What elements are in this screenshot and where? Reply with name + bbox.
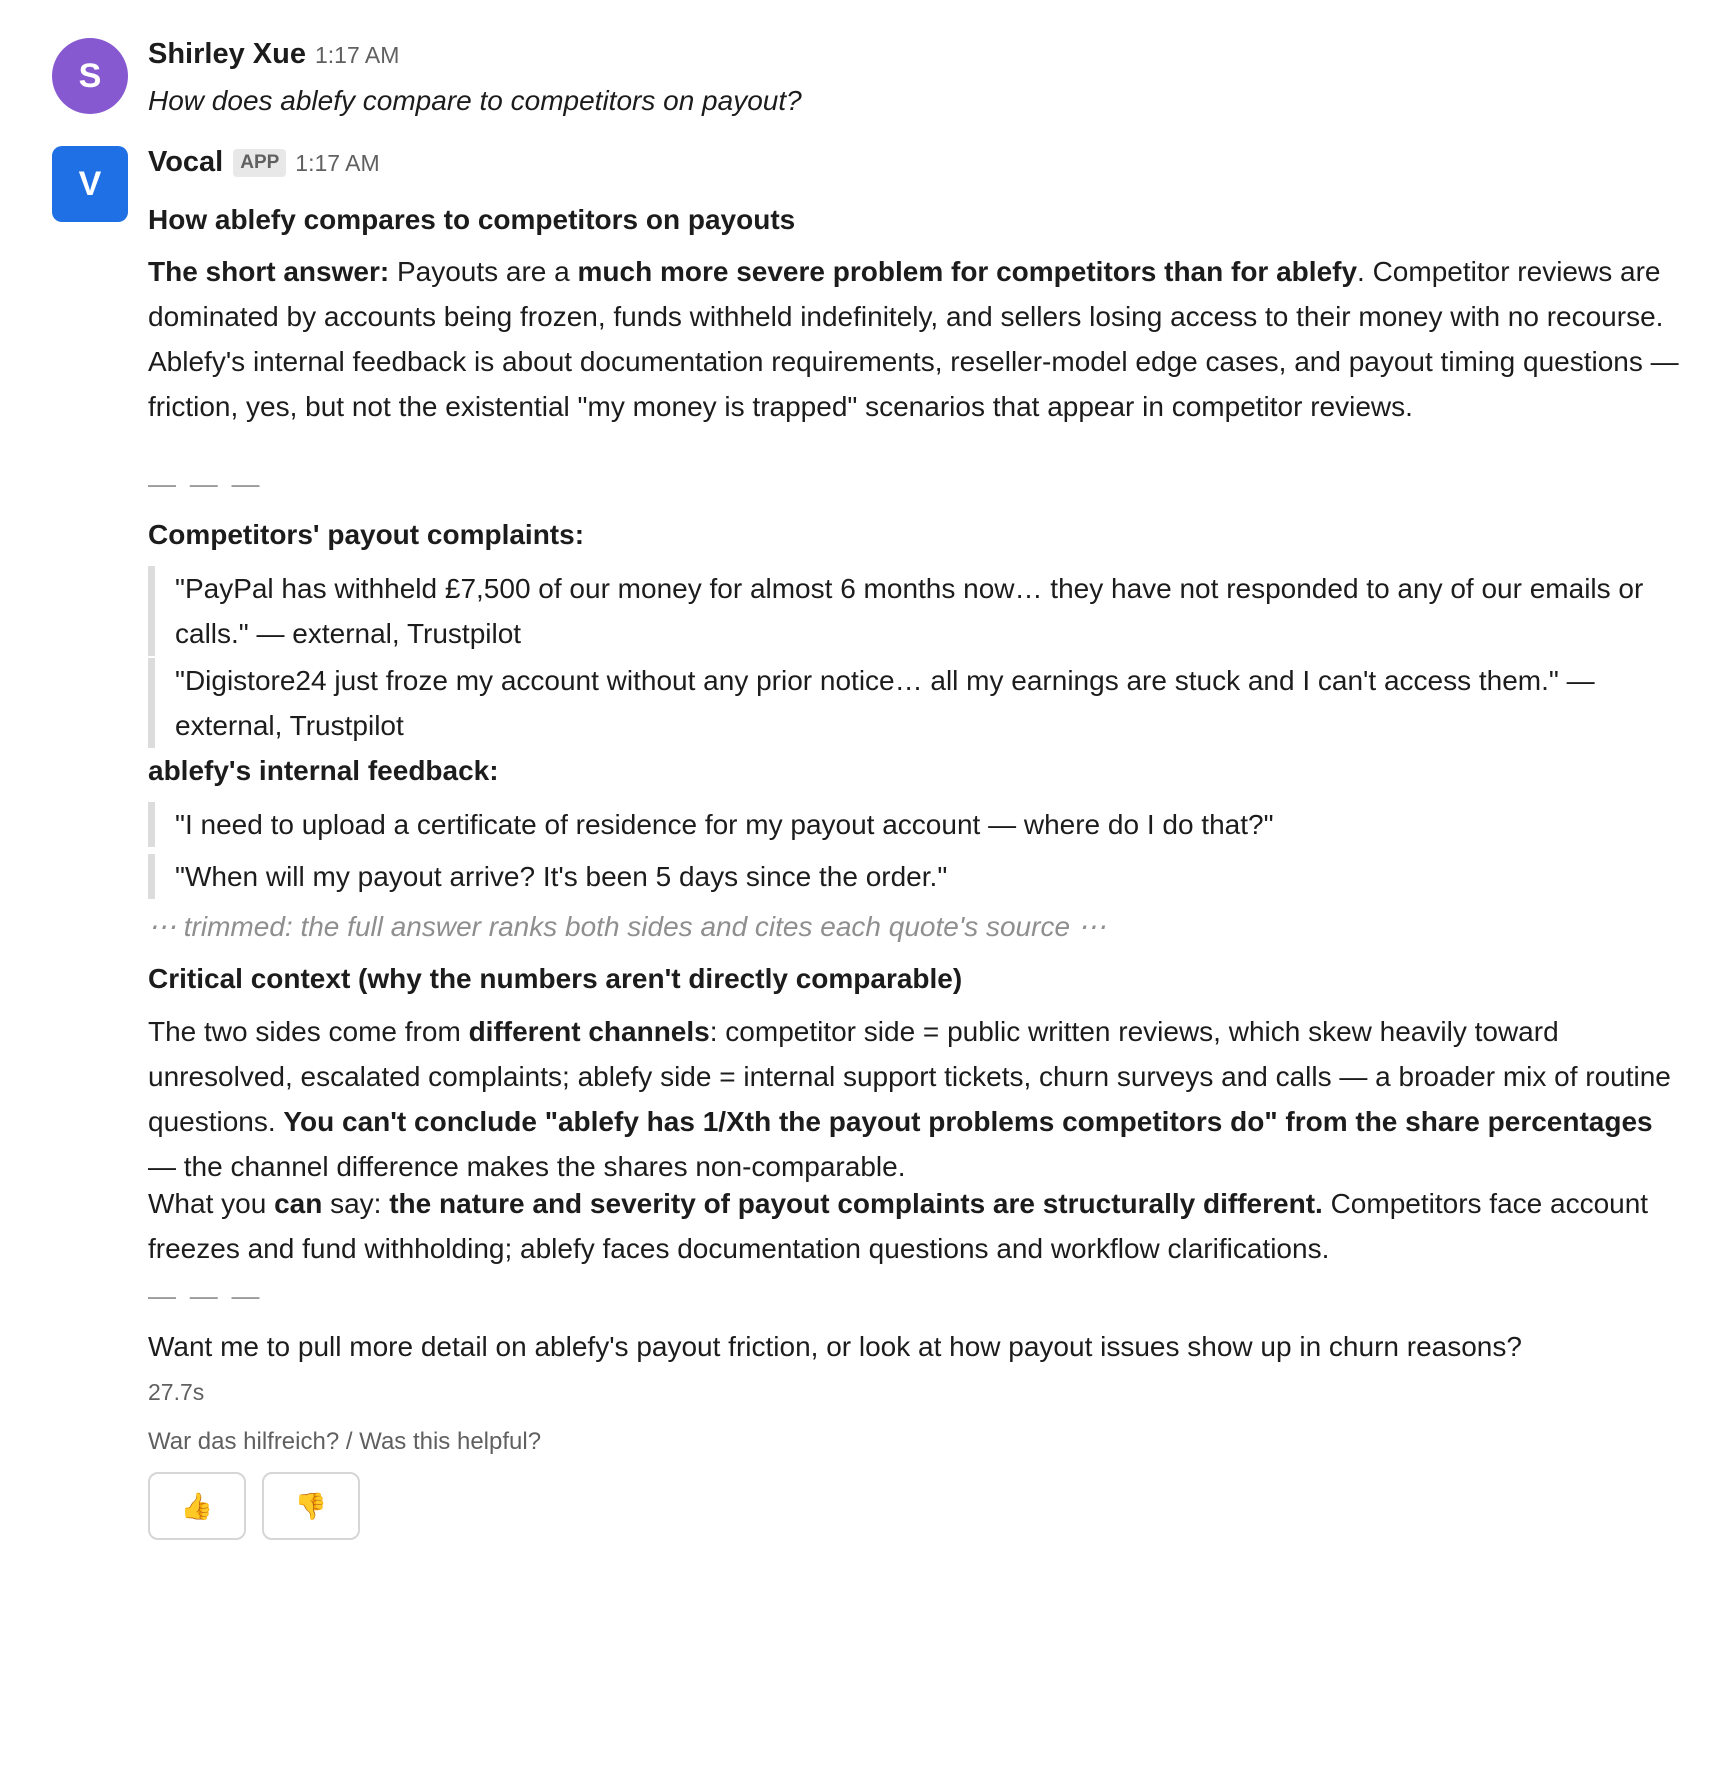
message-header <box>148 38 1688 78</box>
message-header <box>148 146 1688 186</box>
separator: — — — <box>148 468 263 499</box>
thumbs-down-icon: 👎 <box>294 1490 328 1521</box>
short-answer-paragraph <box>148 249 1688 429</box>
trimmed-note: ⋯ trimmed: the full answer ranks both sides and cites each quote's source ⋯ <box>148 911 1106 942</box>
followup-question: Want me to pull more detail on ablefy's payout friction, or look at how payout issues show up in churn reasons? <box>148 1331 1522 1362</box>
text-span: — the channel difference makes the shares non-comparable. <box>148 1151 906 1182</box>
thumbs-up-icon: 👍 <box>180 1490 214 1521</box>
competitors-heading: Competitors' payout complaints: <box>148 519 585 550</box>
text-span: The two sides come from <box>148 1016 469 1047</box>
app-badge: APP <box>233 149 286 177</box>
timestamp[interactable]: 1:17 AM <box>295 150 380 176</box>
text-span: . Competitor reviews are dominated by accounts being frozen, funds withheld indefinitely, and sellers losing access to their money with no recourse. Ablefy's internal feedback is about documentation requirements, reseller-model edge cases, and payout timing questions — friction, yes, but not the existential "my money is trapped" scenarios that appear in competitor reviews. <box>148 256 1679 422</box>
internal-feedback-heading: ablefy's internal feedback: <box>148 755 499 786</box>
bot-message <box>52 146 1692 1546</box>
bot-avatar[interactable]: V <box>52 146 128 222</box>
answer-title: How ablefy compares to competitors on payouts <box>148 204 796 235</box>
text-span: Competitors face account freezes and fund withholding; ablefy faces documentation questions and workflow clarifications. <box>148 1188 1649 1264</box>
blockquote-internal-2: "When will my payout arrive? It's been 5 days since the order." <box>148 854 1688 899</box>
bold-span: You can't conclude "ablefy has 1/Xth the payout problems competitors do" from the share percentages <box>283 1106 1653 1137</box>
text-span: : competitor side = public written reviews, which skew heavily toward unresolved, escalated complaints; ablefy side = internal support tickets, churn surveys and calls — a broader mix of routine questions. <box>148 1016 1671 1137</box>
blockquote-competitor-2: "Digistore24 just froze my account without any prior notice… all my earnings are stuck and I can't access them." — external, Trustpilot <box>148 658 1688 748</box>
text-span: Payouts are a <box>389 256 578 287</box>
sender-name[interactable]: Shirley Xue <box>148 38 306 70</box>
bold-span: much more severe problem for competitors than for ablefy <box>577 256 1358 287</box>
context-heading: Critical context (why the numbers aren't directly comparable) <box>148 963 963 994</box>
bold-span: can <box>274 1188 323 1219</box>
context-paragraph-2 <box>148 1181 1688 1271</box>
blockquote-internal-1: "I need to upload a certificate of residence for my payout account — where do I do that?" <box>148 802 1688 847</box>
context-paragraph-1 <box>148 1009 1688 1189</box>
user-avatar[interactable]: S <box>52 38 128 114</box>
short-answer-label: The short answer: <box>148 256 390 287</box>
thumbs-down-button[interactable] <box>262 1472 360 1540</box>
text-span: say: <box>322 1188 390 1219</box>
timestamp[interactable]: 1:17 AM <box>314 42 400 68</box>
user-message <box>52 38 1692 118</box>
sender-name[interactable]: Vocal <box>148 146 224 178</box>
bold-span: different channels <box>468 1016 710 1047</box>
text-span: What you <box>148 1188 275 1219</box>
bold-span: the nature and severity of payout complaints are structurally different. <box>389 1188 1323 1219</box>
feedback-prompt: War das hilfreich? / Was this helpful? <box>148 1428 542 1455</box>
thumbs-up-button[interactable] <box>148 1472 246 1540</box>
blockquote-competitor-1: "PayPal has withheld £7,500 of our money for almost 6 months now… they have not responded to any of our emails or calls." — external, Trustpilot <box>148 566 1688 656</box>
message-text: How does ablefy compare to competitors on payout? <box>148 85 802 116</box>
elapsed-time: 27.7s <box>148 1379 205 1405</box>
separator: — — — <box>148 1280 263 1311</box>
